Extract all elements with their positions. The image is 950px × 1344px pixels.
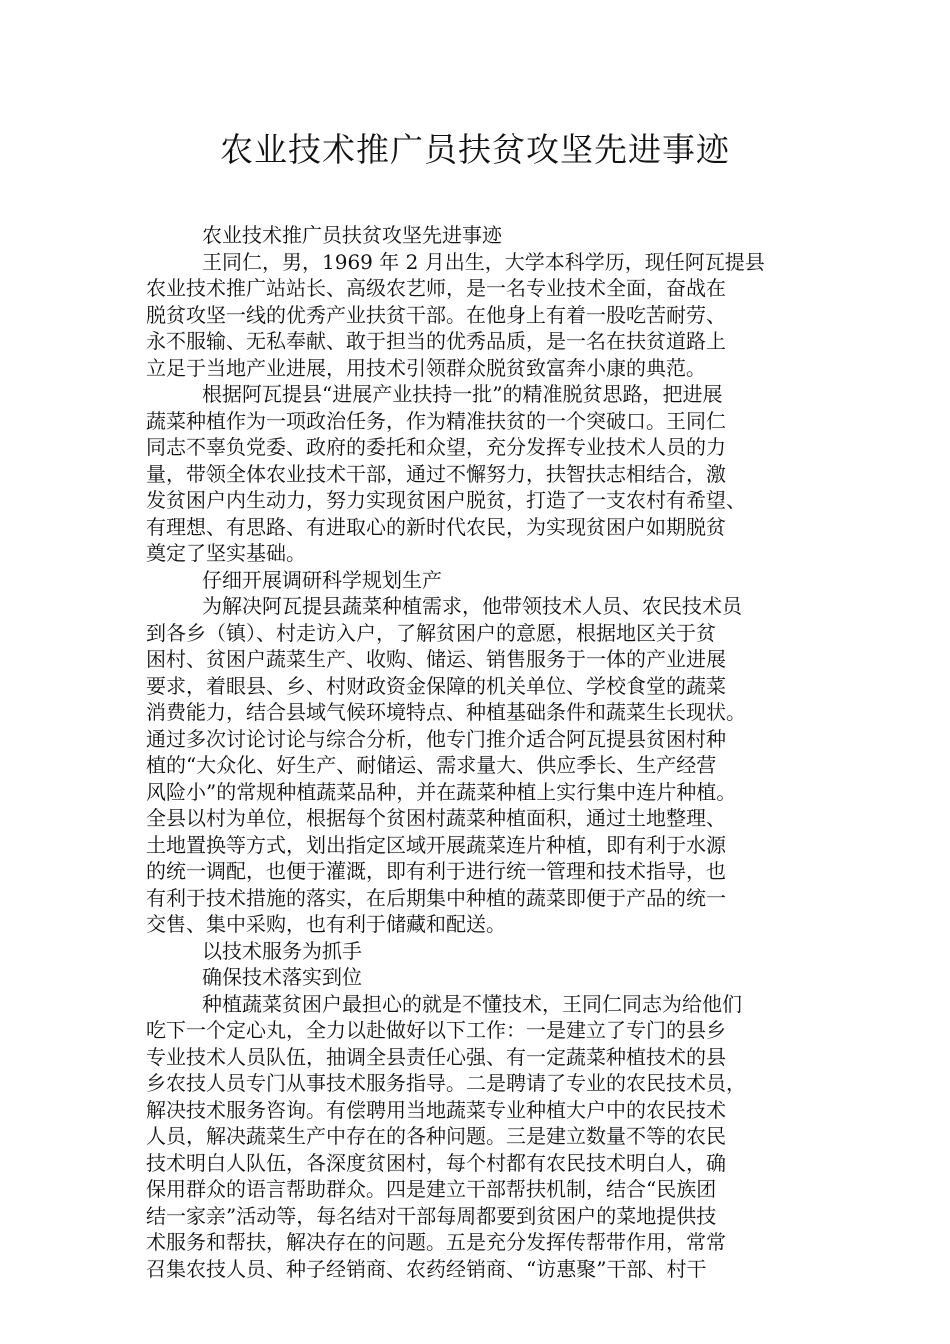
text-line: 同志不辜负党委、政府的委托和众望，充分发挥专业技术人员的力 [146,435,726,459]
text-line: 风险小”的常规种植蔬菜品种，并在蔬菜种植上实行集中连片种植。 [146,779,737,804]
text-line: 立足于当地产业进展，用技术引领群众脱贫致富奔小康的典范。 [146,355,706,380]
text-line: 量，带领全体农业技术干部，通过不懈努力，扶智扶志相结合，激 [146,461,726,486]
text-line: 要求，着眼县、乡、村财政资金保障的机关单位、学校食堂的蔬菜 [146,673,726,698]
text-line: 根据阿瓦提县“进展产业扶持一批”的精准脱贫思路，把进展 [202,382,723,406]
text-line: 仔细开展调研科学规划生产 [202,567,442,592]
text-line: 种植蔬菜贫困户最担心的就是不懂技术，王同仁同志为给他们 [202,991,742,1016]
text-line: 专业技术人员队伍，抽调全县责任心强、有一定蔬菜种植技术的县 [146,1044,726,1069]
text-line: 术服务和帮扶，解决存在的问题。五是充分发挥传帮带作用，常常 [146,1230,726,1254]
text-line: 召集农技人员、种子经销商、农药经销商、“访惠聚”干部、村干 [146,1256,707,1281]
text-line: 农业技术推广站站长、高级农艺师，是一名专业技术全面，奋战在 [146,276,726,300]
text-line: 永不服输、无私奉献、敢于担当的优秀品质，是一名在扶贫道路上 [146,329,726,353]
text-line: 有理想、有思路、有进取心的新时代农民，为实现贫困户如期脱贫 [146,514,726,539]
text-line: 土地置换等方式，划出指定区域开展蔬菜连片种植，即有利于水源 [146,832,726,857]
text-line: 困村、贫困户蔬菜生产、收购、储运、销售服务于一体的产业进展 [146,647,726,671]
text-line: 确保技术落实到位 [202,965,362,989]
text-line: 奠定了坚实基础。 [146,541,306,565]
text-line: 农业技术推广员扶贫攻坚先进事迹 [202,223,502,247]
text-line: 交售、集中采购，也有利于储藏和配送。 [146,912,506,936]
text-line: 人员，解决蔬菜生产中存在的各种问题。三是建立数量不等的农民 [146,1124,726,1148]
text-line: 到各乡（镇）、村走访入户，了解贫困户的意愿，根据地区关于贫 [146,620,716,645]
document-body [146,222,826,1282]
text-line: 的统一调配，也便于灌溉，即有利于进行统一管理和技术指导，也 [146,859,726,883]
text-line: 吃下一个定心丸，全力以赴做好以下工作：一是建立了专门的县乡 [146,1018,726,1042]
text-line: 通过多次讨论讨论与综合分析，他专门推介适合阿瓦提县贫困村种 [146,726,726,751]
text-line: 植的“大众化、好生产、耐储运、需求量大、供应季长、生产经营 [146,753,717,777]
text-line: 以技术服务为抓手 [202,938,362,963]
text-line: 蔬菜种植作为一项政治任务，作为精准扶贫的一个突破口。王同仁 [146,408,726,433]
text-line: 解决技术服务咨询。有偿聘用当地蔬菜专业种植大户中的农民技术 [146,1097,726,1122]
text-line: 保用群众的语言帮助群众。四是建立干部帮扶机制，结合“民族团 [146,1177,717,1201]
text-line: 为解决阿瓦提县蔬菜种植需求，他带领技术人员、农民技术员 [202,594,742,618]
text-line: 结一家亲”活动等，每名结对干部每周都要到贫困户的菜地提供技 [146,1203,717,1228]
text-line: 全县以村为单位，根据每个贫困村蔬菜种植面积，通过土地整理、 [146,806,726,830]
text-line: 技术明白人队伍，各深度贫困村，每个村都有农民技术明白人，确 [146,1150,726,1175]
text-line: 消费能力，结合县域气候环境特点、种植基础条件和蔬菜生长现状。 [146,700,746,724]
text-line: 王同仁，男，1969 年 2 月出生，大学本科学历，现任阿瓦提县 [202,249,765,274]
text-line: 发贫困户内生动力，努力实现贫困户脱贫，打造了一支农村有希望、 [146,488,746,512]
text-line: 脱贫攻坚一线的优秀产业扶贫干部。在他身上有着一股吃苦耐劳、 [146,302,726,327]
text-line: 有利于技术措施的落实，在后期集中种植的蔬菜即便于产品的统一 [146,885,726,910]
document-title: 农业技术推广员扶贫攻坚先进事迹 [220,130,730,169]
text-line: 乡农技人员专门从事技术服务指导。二是聘请了专业的农民技术员， [146,1071,746,1095]
